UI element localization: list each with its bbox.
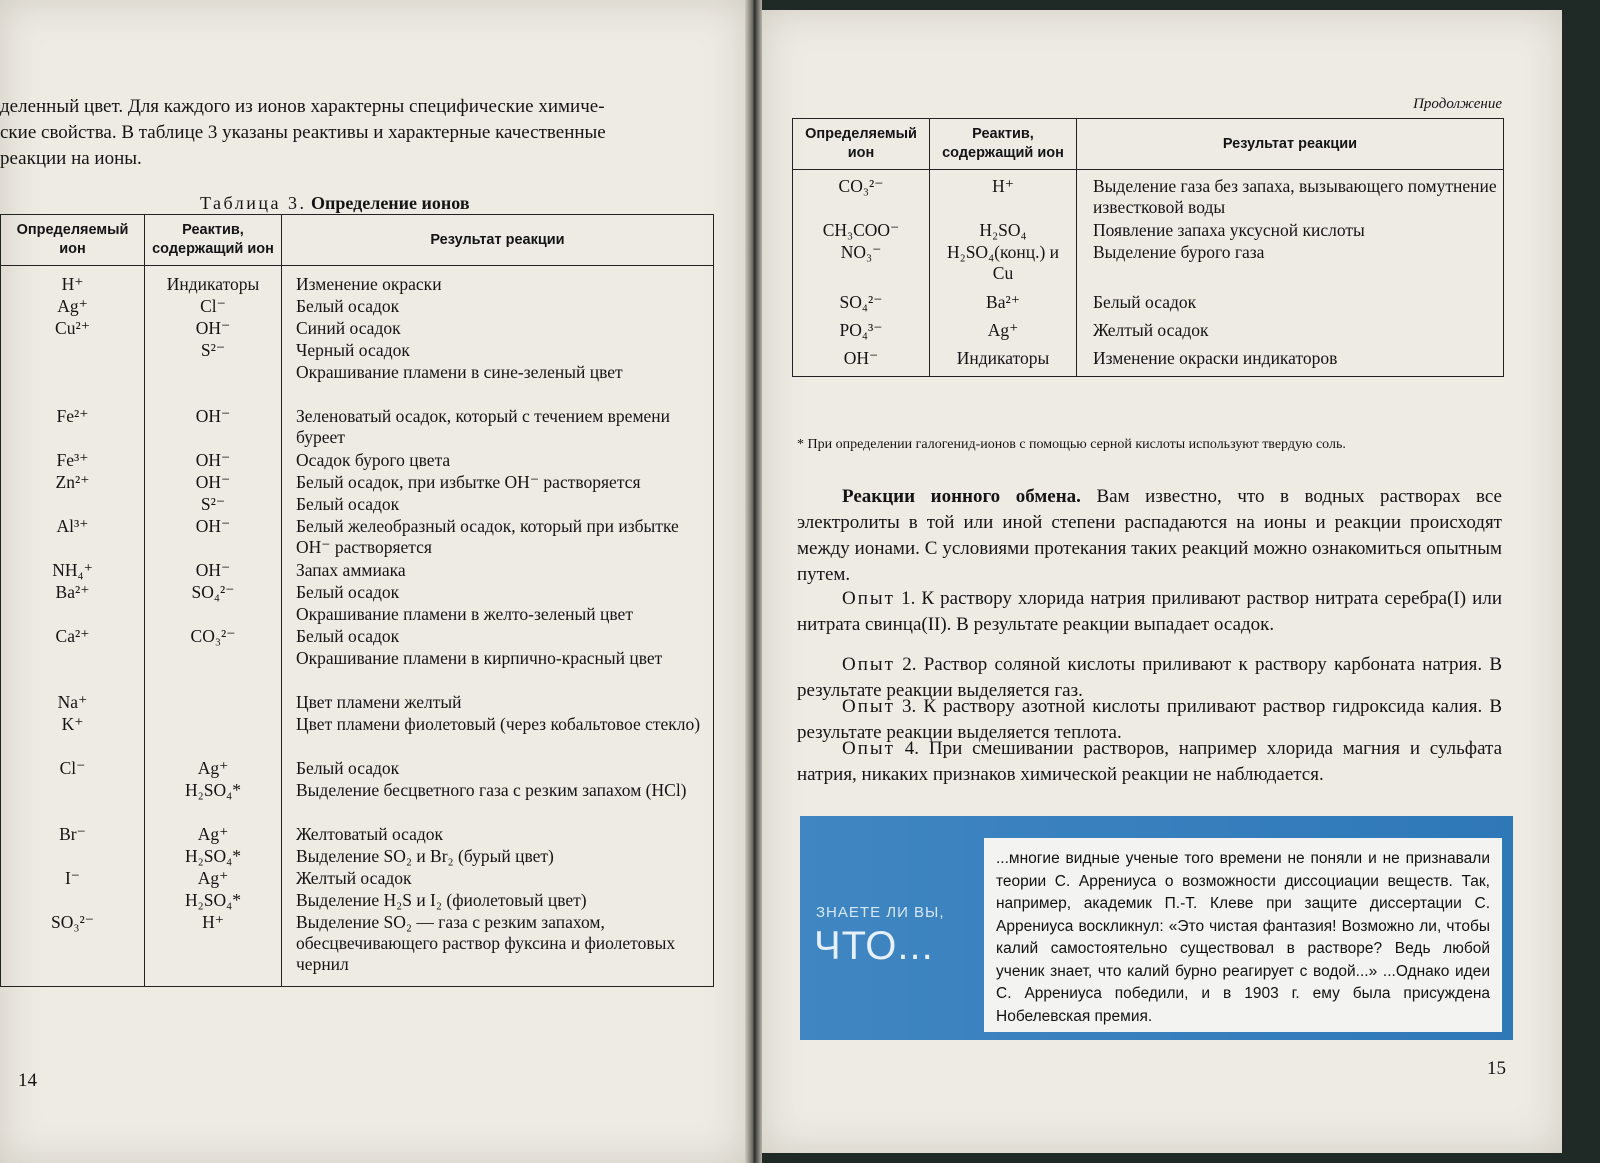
- ion-cell: SO₄²⁻: [839, 292, 883, 312]
- result-cell: Цвет пламени желтый: [296, 692, 462, 712]
- result-cell: Окрашивание пламени в кирпично-красный цвет: [296, 648, 663, 668]
- result-cell: Белый осадок: [296, 296, 400, 316]
- result-cell: Осадок бурого цвета: [296, 450, 451, 470]
- table-body-row: [793, 170, 1504, 377]
- ion-column: [1, 266, 145, 987]
- intro-line-1: деленный цвет. Для каждого из ионов характерны специфические химиче-: [0, 96, 605, 117]
- ion-cell: K⁺: [61, 714, 84, 734]
- result-cell: Выделение бесцветного газа с резким запахом (HCl): [296, 780, 687, 800]
- reagent-cell: CO₃²⁻: [190, 626, 236, 646]
- reagent-cell: OH⁻: [195, 450, 231, 470]
- table-caption-label: Таблица 3.: [200, 193, 307, 213]
- reagent-cell: OH⁻: [195, 560, 231, 580]
- header-ion: Определяемый ион: [793, 119, 930, 170]
- did-you-know-box: [800, 816, 1513, 1040]
- ion-identification-table: [0, 214, 714, 987]
- did-you-know-text: ...многие видные ученые того времени не поняли и не признавали теории С. Аррениуса о возможности диссоциации веществ. Так, например, академик П.-Т. Клеве при защите диссертации С. Аррениуса воскликнул: «Это чистая фантазия! Возможно ли, чтобы калий самостоятельно существовал в растворе? Ведь любой ученик знает, что калий бурно реагирует с водой...» ...Однако идеи С. Аррениуса победили, и в 1903 г. ему была присуждена Нобелевская премия.: [984, 838, 1502, 1032]
- reagent-cell: OH⁻: [195, 318, 231, 338]
- reagent-cell: H₂SO₄: [979, 220, 1027, 240]
- page-number-right: 15: [1487, 1058, 1506, 1079]
- result-cell: Белый осадок: [296, 626, 400, 646]
- result-cell: Выделение газа без запаха, вызывающего помутнение известковой воды: [1093, 176, 1497, 217]
- result-cell: Выделение SO₂ и Br₂ (бурый цвет): [296, 846, 554, 866]
- experiment-label: Опыт: [842, 588, 895, 609]
- result-cell: Окрашивание пламени в желто-зеленый цвет: [296, 604, 633, 624]
- intro-line-3: реакции на ионы.: [0, 148, 142, 169]
- footnote: * При определении галогенид-ионов с помощью серной кислоты используют твердую соль.: [797, 437, 1346, 452]
- reagent-cell: Ag⁺: [197, 868, 229, 888]
- result-cell: Белый осадок: [1093, 292, 1197, 312]
- reagent-cell: Ag⁺: [197, 758, 229, 778]
- ion-cell: I⁻: [64, 868, 81, 888]
- reagent-cell: Ag⁺: [987, 320, 1019, 340]
- result-cell: Белый осадок: [296, 758, 400, 778]
- reagent-cell: Индикаторы: [166, 274, 260, 294]
- reagent-cell: OH⁻: [195, 516, 231, 536]
- header-result: Результат реакции: [282, 215, 714, 266]
- result-cell: Желтый осадок: [296, 868, 412, 888]
- reagent-cell: H₂SO₄*: [185, 890, 241, 910]
- result-cell: Выделение SO₂ — газа с резким запахом, обесцвечивающего раствор фуксина и фиолетовых чернил: [296, 912, 676, 974]
- experiment-1: [797, 586, 1502, 638]
- result-cell: Белый осадок: [296, 582, 400, 602]
- result-cell: Выделение бурого газа: [1093, 242, 1265, 262]
- ion-cell: Ca²⁺: [55, 626, 90, 646]
- experiment-text: 4. При смешивании растворов, например хлорида магния и сульфата натрия, никаких признаков химической реакции не наблюдается.: [797, 738, 1503, 785]
- reagent-cell: H⁺: [202, 912, 224, 932]
- result-cell: Выделение H₂S и I₂ (фиолетовый цвет): [296, 890, 587, 910]
- section-text: Вам известно, что в водных растворах все электролиты в той или иной степени распадаются на ионы и реакции происходят между ионами. С условиями протекания таких реакций можно ознакомиться опытным путем.: [797, 486, 1502, 585]
- ion-cell: Fe²⁺: [56, 406, 89, 426]
- result-column: [282, 266, 714, 987]
- reagent-cell: Ag⁺: [197, 824, 229, 844]
- reagent-cell: H₂SO₄(конц.) и Cu: [946, 242, 1060, 283]
- header-result: Результат реакции: [1077, 119, 1504, 170]
- ion-cell: Fe³⁺: [56, 450, 89, 470]
- ion-cell: Ba²⁺: [55, 582, 90, 602]
- ion-cell: Ag⁺: [57, 296, 88, 316]
- result-cell: Желтоватый осадок: [296, 824, 444, 844]
- ion-cell: NO₃⁻: [840, 242, 882, 262]
- ion-cell: H⁺: [61, 274, 84, 294]
- result-cell: Белый осадок, при избытке OH⁻ растворяется: [296, 472, 641, 492]
- header-reagent: Реактив, содержащий ион: [930, 119, 1077, 170]
- ion-identification-table-continued: [792, 118, 1504, 377]
- header-ion: Определяемый ион: [1, 215, 145, 266]
- book-spine: [745, 0, 762, 1163]
- table-caption: [200, 193, 470, 214]
- reagent-cell: Cl⁻: [200, 296, 226, 316]
- result-cell: Цвет пламени фиолетовый (через кобальтовое стекло): [296, 714, 701, 734]
- ion-cell: PO₄³⁻: [839, 320, 883, 340]
- ion-cell: Zn²⁺: [55, 472, 90, 492]
- ion-cell: CH₃COO⁻: [822, 220, 900, 240]
- ion-cell: CO₃²⁻: [838, 176, 884, 196]
- reagent-cell: OH⁻: [195, 472, 231, 492]
- experiment-text: 3. К раствору азотной кислоты приливают раствор гидроксида калия. В результате реакции выделяется теплота.: [797, 696, 1503, 743]
- result-cell: Белый желеобразный осадок, который при избытке OH⁻ растворяется: [296, 516, 679, 557]
- section-paragraph: [797, 484, 1502, 588]
- result-cell: Изменение окраски индикаторов: [1093, 348, 1338, 368]
- ion-cell: Cl⁻: [59, 758, 86, 778]
- header-reagent: Реактив, содержащий ион: [145, 215, 282, 266]
- ion-cell: Al³⁺: [56, 516, 89, 536]
- page-number-left: 14: [18, 1070, 37, 1091]
- experiment-label: Опыт: [842, 738, 895, 759]
- ion-cell: Cu²⁺: [55, 318, 90, 338]
- reagent-cell: Ba²⁺: [986, 292, 1020, 312]
- ion-cell: SO₃²⁻: [51, 912, 94, 932]
- result-cell: Белый осадок: [296, 494, 400, 514]
- right-page: [762, 10, 1562, 1153]
- result-cell: Синий осадок: [296, 318, 401, 338]
- reagent-cell: S²⁻: [200, 494, 226, 514]
- result-cell: Появление запаха уксусной кислоты: [1093, 220, 1365, 240]
- ion-cell: OH⁻: [843, 348, 879, 368]
- result-cell: Черный осадок: [296, 340, 410, 360]
- result-cell: Окрашивание пламени в сине-зеленый цвет: [296, 362, 623, 382]
- experiment-text: 2. Раствор соляной кислоты приливают к раствору карбоната натрия. В результате реакции выделяется газ.: [797, 654, 1503, 701]
- reagent-cell: OH⁻: [195, 406, 231, 426]
- reagent-column: [145, 266, 282, 987]
- reagent-cell: H₂SO₄*: [185, 780, 241, 800]
- reagent-cell: H⁺: [992, 176, 1014, 196]
- reagent-cell: H₂SO₄*: [185, 846, 241, 866]
- reagent-cell: SO₄²⁻: [191, 582, 235, 602]
- result-column: [1077, 170, 1504, 377]
- table-caption-title: Определение ионов: [310, 193, 470, 213]
- reagent-column: [930, 170, 1077, 377]
- ion-cell: NH₄⁺: [52, 560, 93, 580]
- result-cell: Запах аммиака: [296, 560, 406, 580]
- experiment-label: Опыт: [842, 696, 895, 717]
- reagent-cell: S²⁻: [200, 340, 226, 360]
- result-cell: Зеленоватый осадок, который с течением времени буреет: [296, 406, 671, 447]
- ion-cell: Br⁻: [59, 824, 86, 844]
- ion-cell: Na⁺: [57, 692, 88, 712]
- section-title: Реакции ионного обмена.: [842, 486, 1081, 507]
- experiment-4: [797, 736, 1502, 788]
- intro-line-2: ские свойства. В таблице 3 указаны реактивы и характерные качественные: [0, 122, 606, 143]
- result-cell: Изменение окраски: [296, 274, 442, 294]
- did-you-know-heading: ЧТО...: [814, 924, 934, 968]
- table-body-row: [1, 266, 714, 987]
- reagent-cell: Индикаторы: [956, 348, 1050, 368]
- left-page: [0, 0, 745, 1163]
- experiment-label: Опыт: [842, 654, 895, 675]
- ion-column: [793, 170, 930, 377]
- result-cell: Желтый осадок: [1093, 320, 1209, 340]
- table-continuation-label: Продолжение: [1413, 96, 1502, 112]
- experiment-text: 1. К раствору хлорида натрия приливают раствор нитрата серебра(I) или нитрата свинца(II). В результате реакции выпадает осадок.: [797, 588, 1502, 635]
- did-you-know-kicker: ЗНАЕТЕ ЛИ ВЫ,: [816, 904, 945, 921]
